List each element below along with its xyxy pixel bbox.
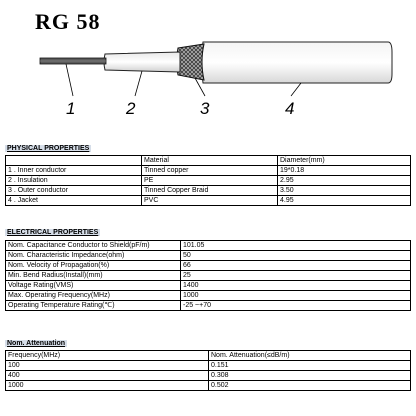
table-row [6,361,411,371]
leader-line-4 [291,83,301,96]
table-cell: Voltage Rating(VMS) [6,281,181,291]
physical-heading: PHYSICAL PROPERTIES [7,145,90,152]
table-cell: Material [142,156,278,166]
table-cell: 100 [6,361,209,371]
table-cell: Frequency(MHz) [6,351,209,361]
table-row [6,166,411,176]
table-cell [6,156,142,166]
attenuation-table [5,350,411,391]
table-row [6,371,411,381]
table-row [6,251,411,261]
cable-label-2: 2 [126,99,136,118]
attenuation-heading: Nom. Attenuation [7,340,66,347]
table-cell: 2 . Insulation [6,176,142,186]
table-cell: 66 [181,261,411,271]
table-cell: 3.50 [278,186,411,196]
table-cell: 0.502 [209,381,411,391]
table-cell: 101.05 [181,241,411,251]
table-cell: 1000 [181,291,411,301]
table-row [6,281,411,291]
table-cell: Tinned copper [142,166,278,176]
table-cell: 0.151 [209,361,411,371]
table-row [6,381,411,391]
physical-table [5,155,411,206]
table-cell: 2.95 [278,176,411,186]
jacket [202,42,393,83]
table-cell: Nom. Characteristic Impedance(ohm) [6,251,181,261]
table-cell: 0.308 [209,371,411,381]
table-row [6,261,411,271]
table-cell: PVC [142,196,278,206]
table-cell: Tinned Copper Braid [142,186,278,196]
electrical-heading: ELECTRICAL PROPERTIES [7,229,99,236]
table-cell: Nom. Capacitance Conductor to Shield(pF/m) [6,241,181,251]
table-row [6,291,411,301]
cable-label-4: 4 [285,99,295,118]
table-cell: Nom. Velocity of Propagation(%) [6,261,181,271]
table-cell: 4 . Jacket [6,196,142,206]
table-cell: Nom. Attenuation(≤dB/m) [209,351,411,361]
table-header-row [6,156,411,166]
insulation [104,52,180,72]
cable-title: RG 58 [35,9,101,34]
table-cell: Diameter(mm) [278,156,411,166]
table-cell: 1400 [181,281,411,291]
table-cell: PE [142,176,278,186]
leader-line-1 [66,64,73,96]
leader-line-2 [135,71,142,96]
table-cell: 1000 [6,381,209,391]
braid [177,44,205,80]
table-cell: 50 [181,251,411,261]
cable-illustration [0,0,416,140]
table-cell: Operating Temperature Rating(℃) [6,301,181,311]
table-row [6,196,411,206]
electrical-table [5,240,411,311]
cable-label-1: 1 [66,99,76,118]
table-header-row [6,351,411,361]
table-row [6,186,411,196]
table-cell: 25 [181,271,411,281]
table-cell: 3 . Outer conductor [6,186,142,196]
table-row [6,301,411,311]
table-row [6,271,411,281]
table-row [6,241,411,251]
table-cell: 19*0.18 [278,166,411,176]
table-cell: Min. Bend Radius(Install)(mm) [6,271,181,281]
table-cell: 1 . Inner conductor [6,166,142,176]
table-cell: Max. Operating Frequency(MHz) [6,291,181,301]
table-cell: -25 ~+70 [181,301,411,311]
table-cell: 400 [6,371,209,381]
table-cell: 4.95 [278,196,411,206]
table-row [6,176,411,186]
cable-label-3: 3 [200,99,210,118]
